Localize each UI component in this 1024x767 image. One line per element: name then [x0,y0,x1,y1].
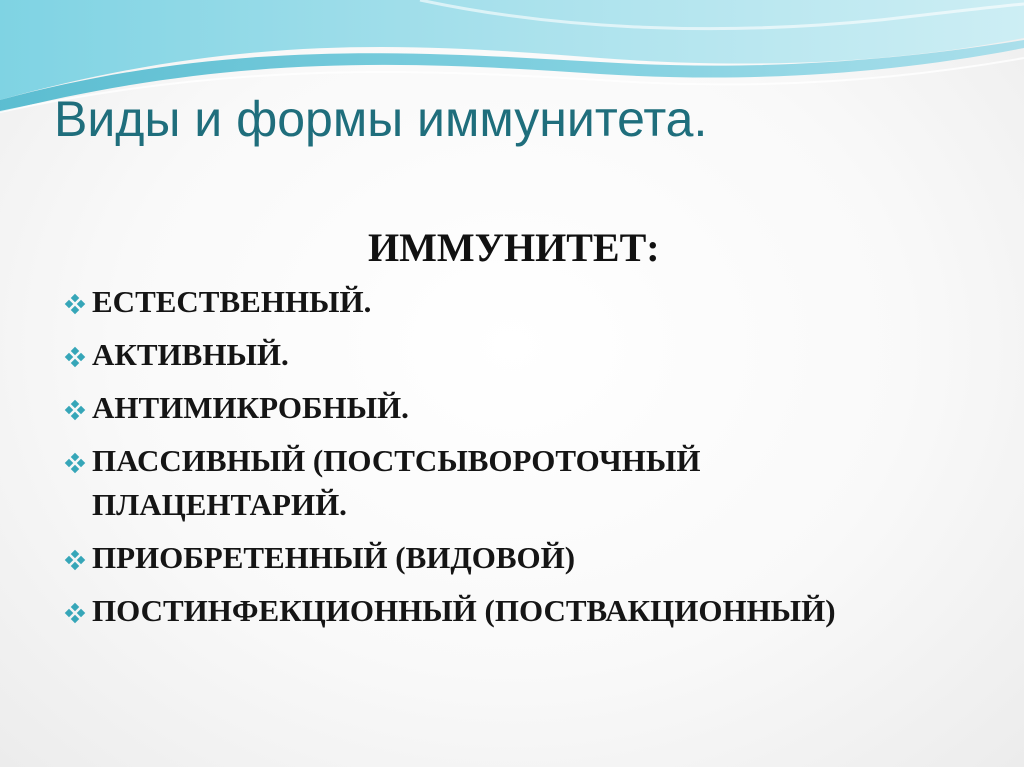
bullet-list [64,280,1004,642]
slide-title: Виды и формы иммунитета. [54,91,708,147]
diamond-bullet-icon [64,589,92,633]
list-item [64,536,1004,580]
list-item [64,589,1004,633]
list-item-text-continued: ПЛАЦЕНТАРИЙ. [92,487,347,522]
list-item-text: АКТИВНЫЙ. [92,337,289,372]
slide-subtitle: ИММУНИТЕТ: [368,225,660,270]
diamond-bullet-icon [64,280,92,324]
list-item [64,280,1004,324]
list-item-text: ПРИОБРЕТЕННЫЙ (ВИДОВОЙ) [92,540,576,575]
diamond-bullet-icon [64,333,92,377]
list-item-text: АНТИМИКРОБНЫЙ. [92,390,409,425]
list-item [64,439,1004,527]
list-item-text: ЕСТЕСТВЕННЫЙ. [92,284,372,319]
diamond-bullet-icon [64,536,92,580]
list-item [64,386,1004,430]
list-item [64,333,1004,377]
diamond-bullet-icon [64,386,92,430]
list-item-text: ПОСТИНФЕКЦИОННЫЙ (ПОСТВАКЦИОННЫЙ) [92,593,836,628]
diamond-bullet-icon [64,439,92,483]
list-item-text: ПАССИВНЫЙ (ПОСТСЫВОРОТОЧНЫЙ [92,443,701,478]
